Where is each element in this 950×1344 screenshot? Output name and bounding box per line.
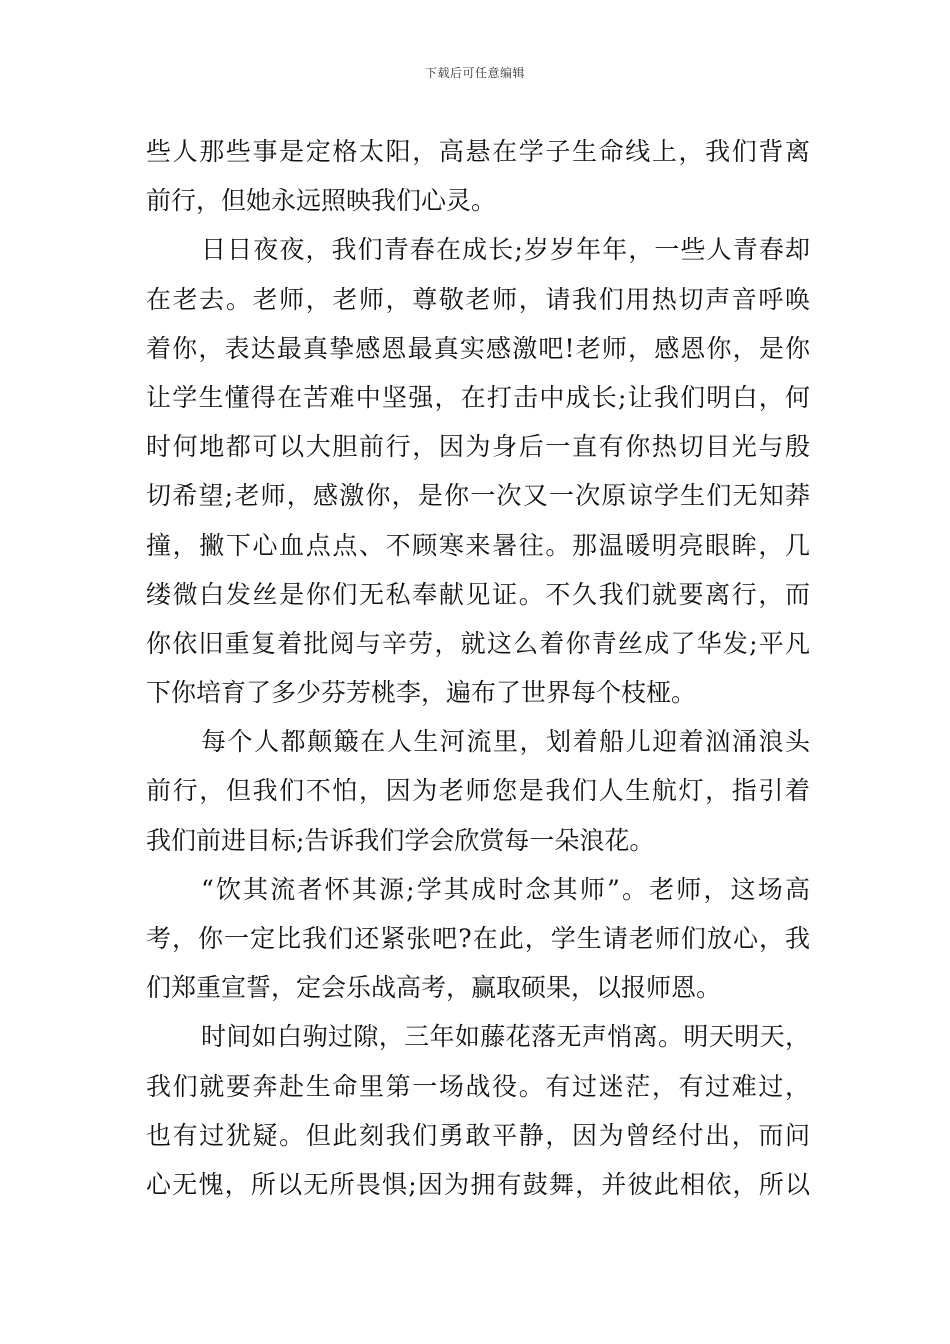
text-line: 下你培育了多少芬芳桃李，遍布了世界每个枝桠。 [146,678,697,708]
text-line: 心无愧，所以无所畏惧;因为拥有鼓舞，并彼此相依，所以 [146,1169,810,1199]
text-line: “饮其流者怀其源;学其成时念其师”。老师，这场高 [201,874,810,904]
text-line: 们郑重宣誓，定会乐战高考，赢取硕果，以报师恩。 [146,973,722,1003]
text-line: 切希望;老师，感激你，是你一次又一次原谅学生们无知莽 [146,481,810,511]
text-line: 着你，表达最真挚感恩最真实感激吧!老师，感恩你，是你 [146,333,810,363]
text-line: 缕微白发丝是你们无私奉献见证。不久我们就要离行，而 [146,579,810,609]
body-text [146,127,810,1209]
text-line: 你依旧重复着批阅与辛劳，就这么着你青丝成了华发;平凡 [146,628,810,658]
text-line: 撞，撇下心血点点、不顾寒来暑往。那温暖明亮眼眸，几 [146,530,810,560]
text-line: 日日夜夜，我们青春在成长;岁岁年年，一些人青春却 [201,235,810,265]
text-line: 让学生懂得在苦难中坚强，在打击中成长;让我们明白，何 [146,382,810,412]
text-line: 考，你一定比我们还紧张吧?在此，学生请老师们放心，我 [146,924,810,953]
text-line: 每个人都颠簸在人生河流里，划着船儿迎着汹涌浪头 [201,727,810,757]
text-line: 我们就要奔赴生命里第一场战役。有过迷茫，有过难过， [146,1071,810,1101]
text-line: 在老去。老师，老师，尊敬老师，请我们用热切声音呼唤 [146,284,810,314]
text-line: 也有过犹疑。但此刻我们勇敢平静，因为曾经付出，而问 [146,1120,810,1150]
text-line: 我们前进目标;告诉我们学会欣赏每一朵浪花。 [146,825,655,855]
page-header: 下载后可任意编辑 [424,66,525,80]
text-line: 前行，但她永远照映我们心灵。 [146,186,497,216]
text-line: 时间如白驹过隙，三年如藤花落无声悄离。明天明天， [201,1022,810,1052]
text-line: 时何地都可以大胆前行，因为身后一直有你热切目光与殷 [146,432,810,462]
text-line: 些人那些事是定格太阳，高悬在学子生命线上，我们背离 [146,137,810,166]
text-line: 前行，但我们不怕，因为老师您是我们人生航灯，指引着 [146,776,810,806]
